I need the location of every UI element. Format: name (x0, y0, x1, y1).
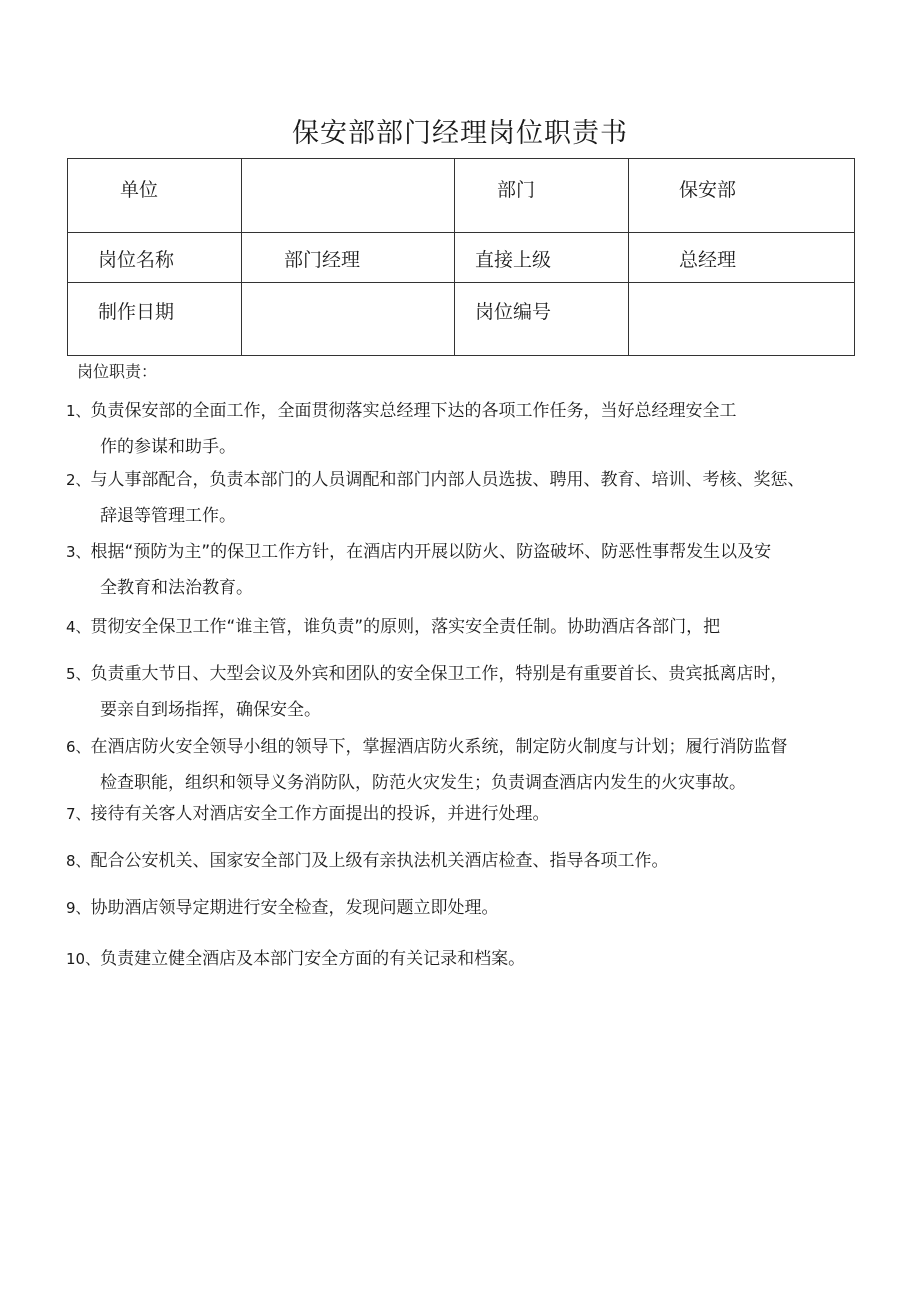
position-name-value: 部门经理 (242, 233, 455, 283)
duty-text: 根据“预防为主”的保卫工作方针，在酒店内开展以防火、防盗破坏、防恶性事帮发生以及安 (90, 542, 772, 562)
duty-number: 1、 (66, 402, 91, 420)
duty-text: 在酒店防火安全领导小组的领导下，掌握酒店防火系统，制定防火制度与计划；履行消防监督 (90, 737, 788, 757)
duty-number: 2、 (66, 471, 91, 489)
duty-number: 7、 (66, 805, 91, 823)
table-row (68, 283, 855, 356)
duty-text-continued: 检查职能，组织和领导义务消防队，防范火灾发生；负责调查酒店内发生的火灾事故。 (100, 773, 746, 793)
duty-text-continued: 要亲自到场指挥，确保安全。 (100, 700, 321, 720)
duty-item-10 (66, 941, 866, 977)
creation-date-label: 制作日期 (68, 283, 242, 356)
duty-number: 6、 (66, 738, 91, 756)
table-row (68, 233, 855, 283)
duty-number: 8、 (66, 852, 91, 870)
duty-text: 协助酒店领导定期进行安全检查，发现问题立即处理。 (90, 898, 499, 918)
duty-text: 与人事部配合，负责本部门的人员调配和部门内部人员选拔、聘用、教育、培训、考核、奖惩、 (90, 470, 805, 490)
duty-item-1 (66, 393, 866, 465)
duty-text: 贯彻安全保卫工作“谁主管，谁负责”的原则，落实安全责任制。协助酒店各部门，把 (90, 617, 721, 637)
duty-number: 9、 (66, 899, 91, 917)
department-value: 保安部 (629, 159, 855, 233)
duty-number: 3、 (66, 543, 91, 561)
direct-superior-value: 总经理 (629, 233, 855, 283)
document-title: 保安部部门经理岗位职责书 (292, 118, 628, 149)
duty-number: 10、 (66, 950, 101, 968)
duty-item-6 (66, 729, 866, 801)
duty-item-5 (66, 656, 866, 728)
position-name-label: 岗位名称 (68, 233, 242, 283)
position-code-value (629, 283, 855, 356)
creation-date-value (242, 283, 455, 356)
duty-item-8 (66, 843, 866, 879)
duty-item-2 (66, 462, 866, 534)
duty-item-3 (66, 534, 866, 606)
duty-text: 负责建立健全酒店及本部门安全方面的有关记录和档案。 (100, 949, 526, 969)
duty-text: 配合公安机关、国家安全部门及上级有亲执法机关酒店检查、指导各项工作。 (90, 851, 669, 871)
direct-superior-label: 直接上级 (455, 233, 629, 283)
duties-heading: 岗位职责： (77, 362, 158, 381)
duty-text-continued: 作的参谋和助手。 (100, 437, 236, 457)
duty-item-9 (66, 890, 866, 926)
position-info-table (67, 158, 855, 356)
duty-item-4 (66, 609, 866, 645)
duty-text: 负责保安部的全面工作，全面贯彻落实总经理下达的各项工作任务，当好总经理安全工 (90, 401, 737, 421)
duty-item-7 (66, 796, 866, 832)
duty-number: 5、 (66, 665, 91, 683)
unit-value (242, 159, 455, 233)
duty-text-continued: 全教育和法治教育。 (100, 578, 253, 598)
department-label: 部门 (455, 159, 629, 233)
duty-text: 负责重大节日、大型会议及外宾和团队的安全保卫工作，特别是有重要首长、贵宾抵离店时， (90, 664, 788, 684)
duty-text: 接待有关客人对酒店安全工作方面提出的投诉，并进行处理。 (90, 804, 550, 824)
unit-label: 单位 (68, 159, 242, 233)
position-code-label: 岗位编号 (455, 283, 629, 356)
table-row (68, 159, 855, 233)
duty-number: 4、 (66, 618, 91, 636)
duty-text-continued: 辞退等管理工作。 (100, 506, 236, 526)
